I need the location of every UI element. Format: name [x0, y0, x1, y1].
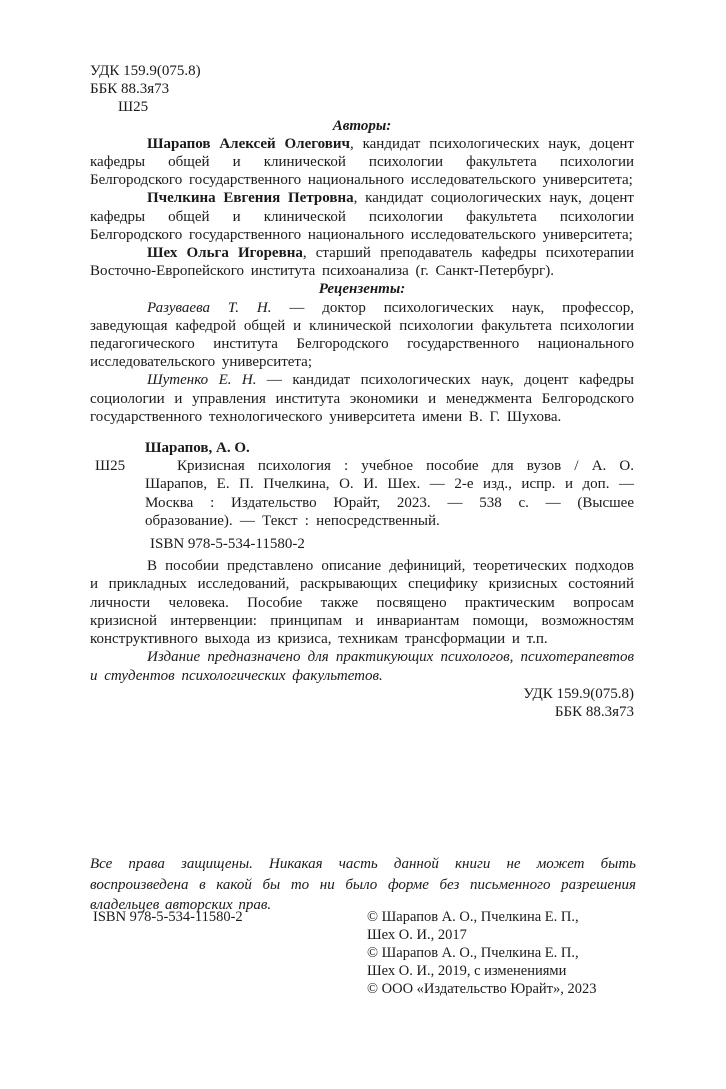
catalog-entry	[95, 439, 634, 553]
reviewer-entry	[90, 299, 634, 372]
catalog-author: Шарапов, А. О.	[145, 440, 250, 457]
rights-notice: Все права защищены. Никакая часть данной книги не может быть воспроизведена в какой бы то ни было форме без письменного разрешения владельцев авторских прав.	[90, 856, 636, 913]
reviewer-name: Шутенко Е. Н.	[147, 372, 257, 389]
author-sign-code-top: Ш25	[118, 99, 149, 116]
authors-heading: Авторы:	[332, 117, 392, 134]
author-entry	[90, 244, 634, 280]
reviewer-description: — доктор психологических наук, профессор, заведующая кафедрой общей и клинической психологии факультета психологии педагогического института Белгородского государственного национального исследовательского университета;	[90, 299, 634, 371]
reviewers-heading: Рецензенты:	[318, 281, 406, 298]
copyright-line: Шех О. И., 2019, с изменениями	[367, 963, 567, 979]
isbn-number: ISBN 978-5-534-11580-2	[150, 536, 305, 553]
author-sign-code-entry: Ш25	[95, 458, 126, 475]
reviewer-entry	[90, 371, 634, 426]
author-description: , кандидат психологических наук, доцент кафедры общей и клинической психологии факультета психологии Белгородского государственного национального исследовательского университета;	[90, 135, 634, 189]
copyright-line: © Шарапов А. О., Пчелкина Е. П.,	[367, 909, 579, 925]
annotation	[90, 557, 634, 684]
author-entry	[90, 189, 634, 244]
copyright-line: © ООО «Издательство Юрайт», 2023	[367, 981, 597, 997]
udk-code-bottom: УДК 159.9(075.8)	[523, 685, 634, 702]
bbk-code-bottom: ББК 88.3я73	[554, 703, 634, 720]
author-entry	[90, 135, 634, 190]
udk-code-top: УДК 159.9(075.8)	[90, 63, 201, 79]
top-classification-codes	[90, 62, 634, 117]
author-description: , кандидат социологических наук, доцент кафедры общей и клинической психологии факультета психологии Белгородского государственного национального исследовательского университета;	[90, 190, 634, 243]
copyright-line: © Шарапов А. О., Пчелкина Е. П.,	[367, 945, 579, 961]
author-name: Шех Ольга Игоревна	[147, 245, 303, 262]
reviewer-description: — кандидат психологических наук, доцент кафедры социологии и управления института экономики и менеджмента Белгородского государственного технологического университета имени В. Г. Шухова.	[90, 372, 634, 425]
copyright-lines	[367, 908, 597, 998]
page-content	[90, 62, 634, 721]
catalog-description: Кризисная психология : учебное пособие для вузов / А. О. Шарапов, Е. П. Пчелкина, О. И. Шех. — 2-е изд., испр. и доп. — Москва : Издательство Юрайт, 2023. — 538 с. — (Высшее образование). — Текст : непосредственный.	[145, 458, 634, 529]
bottom-classification-codes	[90, 685, 634, 721]
reviewer-name: Разуваева Т. Н.	[147, 299, 272, 316]
author-description: , старший преподаватель кафедры психотерапии Восточно-Европейского института психоанализа (г. Санкт-Петербург).	[90, 245, 634, 280]
author-name: Пчелкина Евгения Петровна	[147, 190, 354, 207]
author-name: Шарапов Алексей Олегович	[147, 135, 350, 152]
copyright-line: Шех О. И., 2017	[367, 927, 467, 943]
bbk-code-top: ББК 88.3я73	[90, 81, 170, 98]
annotation-audience-paragraph: Издание предназначено для практикующих психологов, психотерапевтов и студентов психологических факультетов.	[90, 649, 634, 684]
annotation-paragraph: В пособии представлено описание дефиниций, теоретических подходов и прикладных исследований, раскрывающих специфику кризисных состояний личности человека. Пособие также посвящено практическим вопросам кризисной интервенции: принципам и инвариантам помощи, возможностям конструктивного выхода из кризиса, техникам трансформации и т.п.	[90, 558, 634, 648]
imprint-isbn: ISBN 978-5-534-11580-2	[93, 909, 243, 925]
